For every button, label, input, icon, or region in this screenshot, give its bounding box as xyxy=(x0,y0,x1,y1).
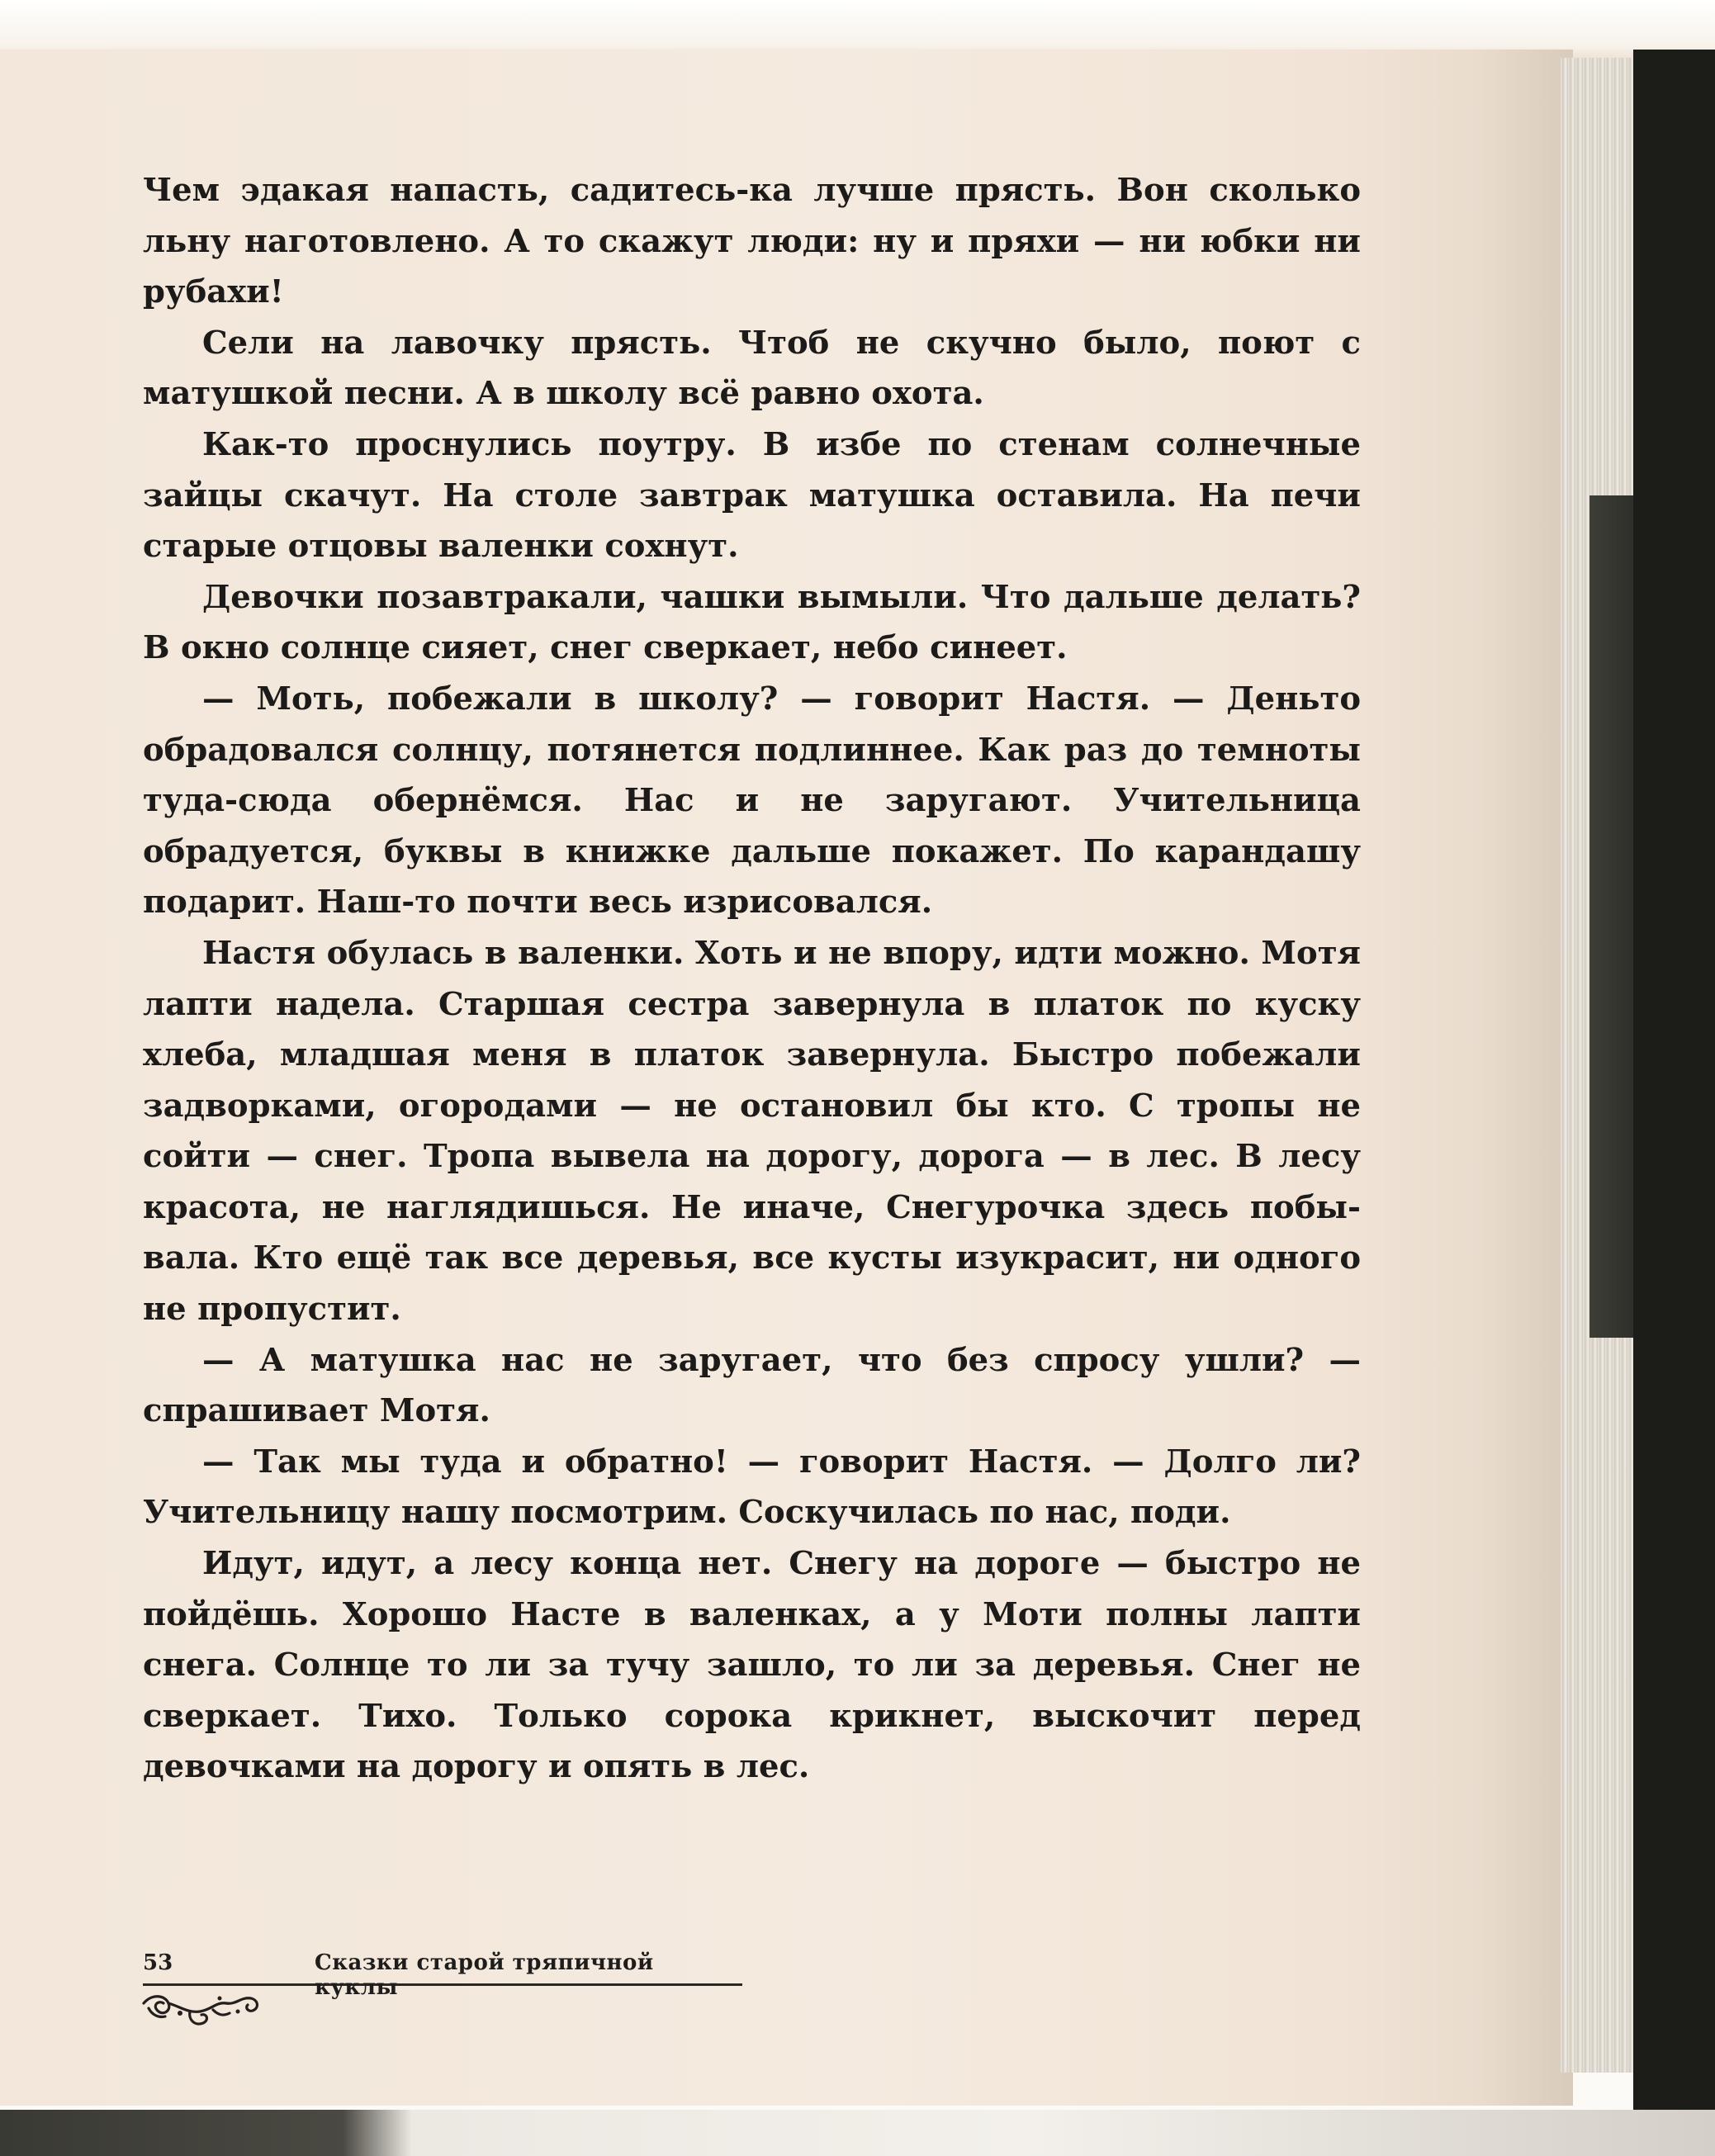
paragraph: Девочки позавтракали, чашки вымыли. Что дальше делать? В окно солнце сияет, снег сверкает, небо синеет. xyxy=(143,578,1361,667)
floral-flourish-icon xyxy=(140,1988,264,2034)
page-footer xyxy=(143,1947,742,2000)
paragraph: — А матушка нас не заругает, что без спросу ушли? — спрашивает Мотя. xyxy=(143,1341,1361,1430)
paragraph: Сели на лавочку прясть. Чтоб не скучно было, поют с матушкой песни. А в школу всё равно охота. xyxy=(143,324,1361,413)
paragraph: Идут, идут, а лесу конца нет. Снегу на дороге — быстро не пойдёшь. Хорошо Насте в валенках, а у Моти полны лапти снега. Солнце то ли за тучу зашло, то ли за деревья. Снег не сверкает. Тихо. Только сорока крикнет, выскочит перед девочками на дорогу и опять в лес. xyxy=(143,1545,1361,1786)
paragraph: Настя обулась в валенки. Хоть и не впору, идти можно. Мотя лапти надела. Старшая сестра завернула в платок по куску хлеба, младшая меня в платок завернула. Быстро побежали задворками, огородами — не остановил бы кто. С тропы не сойти — снег. Тропа вывела на дорогу, дорога — в лес. В лесу красота, не наглядишься. Не иначе, Снегурочка здесь побывала. Кто ещё так все деревья, все кусты изукрасит, ни одного не пропустит. xyxy=(143,934,1361,1329)
scanner-bottom-margin xyxy=(0,2110,1715,2156)
paragraph: — Так мы туда и обратно! — говорит Настя. — Долго ли? Учительницу нашу посмотрим. Соскучилась по нас, поди. xyxy=(143,1443,1361,1532)
paragraph: Как-то проснулись поутру. В избе по стенам солнечные зайцы скачут. На столе завтрак матушка оставила. На печи старые отцовы валенки сохнут. xyxy=(143,425,1361,566)
body-text xyxy=(143,165,1361,1793)
running-title: Сказки старой тряпичной куклы xyxy=(315,1950,654,2000)
page-number: 53 xyxy=(143,1950,173,1975)
paragraph: — Моть, побежали в школу? — говорит Настя. — Деньто обрадовался солнцу, потянется подлиннее. Как раз до темноты туда-сюда обернёмся. Нас и не заругают. Учительница обрадуется, буквы в книжке дальше покажет. По карандашу подарит. Наш-то почти весь изрисовался. xyxy=(143,680,1361,922)
paragraph: Чем эдакая напасть, садитесь-ка лучше прясть. Вон сколько льну наготовлено. А то скажут люди: ну и пряхи — ни юбки ни рубахи! xyxy=(143,172,1361,311)
scanner-dark-edge xyxy=(1633,50,1715,2156)
